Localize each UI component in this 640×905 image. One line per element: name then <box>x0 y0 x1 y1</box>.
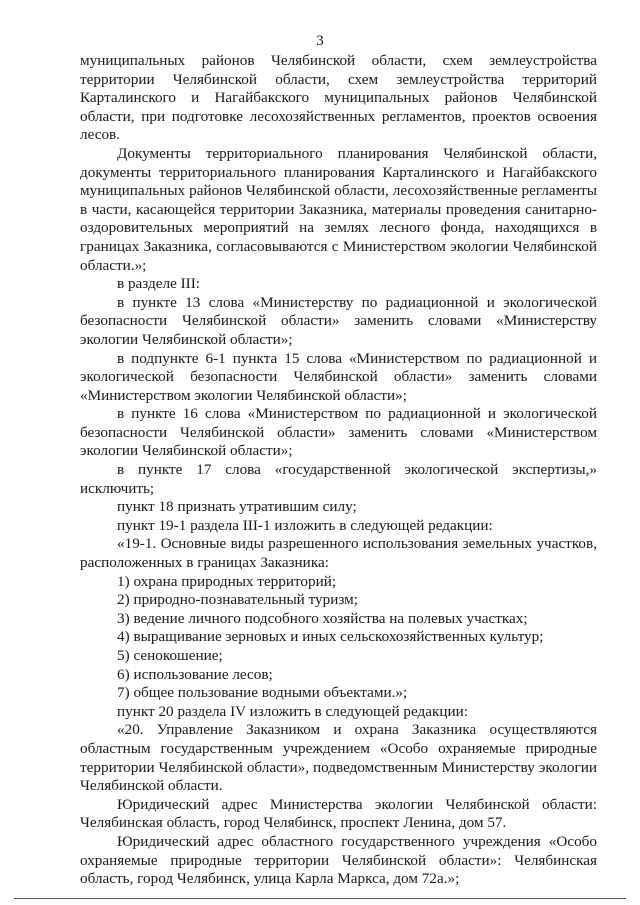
paragraph: Юридический адрес Министерства экологии Челябинской области: Челябинская область, город Челябинск, проспект Ленина, дом 57. <box>80 795 597 832</box>
paragraph: пункт 19-1 раздела III-1 изложить в следующей редакции: <box>117 516 493 534</box>
paragraph: в подпункте 6-1 пункта 15 слова «Министерством по радиационной и экологической безопасности Челябинской области» заменить словами «Министерством экологии Челябинской области»; <box>80 349 597 404</box>
list-item: 1) охрана природных территорий; <box>117 572 337 590</box>
bottom-rule <box>14 898 626 899</box>
page-number: 3 <box>316 33 324 49</box>
paragraph: «20. Управление Заказником и охрана Заказника осуществляются областным государственным учреждением «Особо охраняемые природные территории Челябинской области», подведомственным Министерству экологии Челябинской области. <box>80 721 597 795</box>
list-item: 5) сенокошение; <box>117 647 223 664</box>
document-body <box>80 52 597 889</box>
list-item: 2) природно-познавательный туризм; <box>117 591 358 609</box>
paragraph: в пункте 17 слова «государственной экологической экспертизы,» исключить; <box>80 461 597 497</box>
paragraph: в разделе III: <box>117 275 201 293</box>
list-item: 4) выращивание зерновых и иных сельскохозяйственных культур; <box>117 628 544 646</box>
paragraph: пункт 20 раздела IV изложить в следующей редакции: <box>117 702 468 720</box>
paragraph: муниципальных районов Челябинской области, схем землеустройства территории Челябинской области, схем землеустройства территорий Карталинского и Нагайбакского муниципальных районов Челябинской области, при подготовке лесохозяйственных регламентов, проектов освоения лесов. <box>80 52 597 144</box>
paragraph: в пункте 16 слова «Министерством по радиационной и экологической безопасности Челябинской области» заменить словами «Министерством экологии Челябинской области»; <box>80 405 597 460</box>
list-item: 6) использование лесов; <box>117 665 273 683</box>
paragraph: пункт 18 признать утратившим силу; <box>117 498 357 516</box>
list-item: 3) ведение личного подсобного хозяйства на полевых участках; <box>117 609 528 627</box>
paragraph: «19-1. Основные виды разрешенного использования земельных участков, расположенных в границах Заказника: <box>80 535 597 572</box>
paragraph: Документы территориального планирования Челябинской области, документы территориального планирования Карталинского и Нагайбакского муниципальных районов Челябинской области, лесохозяйственные регламенты в части, касающейся территории Заказника, материалы проведения санитарно-оздоровительных мероприятий на землях лесного фонда, находящихся в границах Заказника, согласовываются с Министерством экологии Челябинской области.»; <box>80 144 597 274</box>
list-item: 7) общее пользование водными объектами.»; <box>117 684 408 702</box>
paragraph: Юридический адрес областного государственного учреждения «Особо охраняемые природные территории Челябинской области»: Челябинская область, город Челябинск, улица Карла Маркса, дом 72а.»; <box>80 832 597 888</box>
paragraph: в пункте 13 слова «Министерству по радиационной и экологической безопасности Челябинской области» заменить словами «Министерству экологии Челябинской области»; <box>80 293 597 348</box>
